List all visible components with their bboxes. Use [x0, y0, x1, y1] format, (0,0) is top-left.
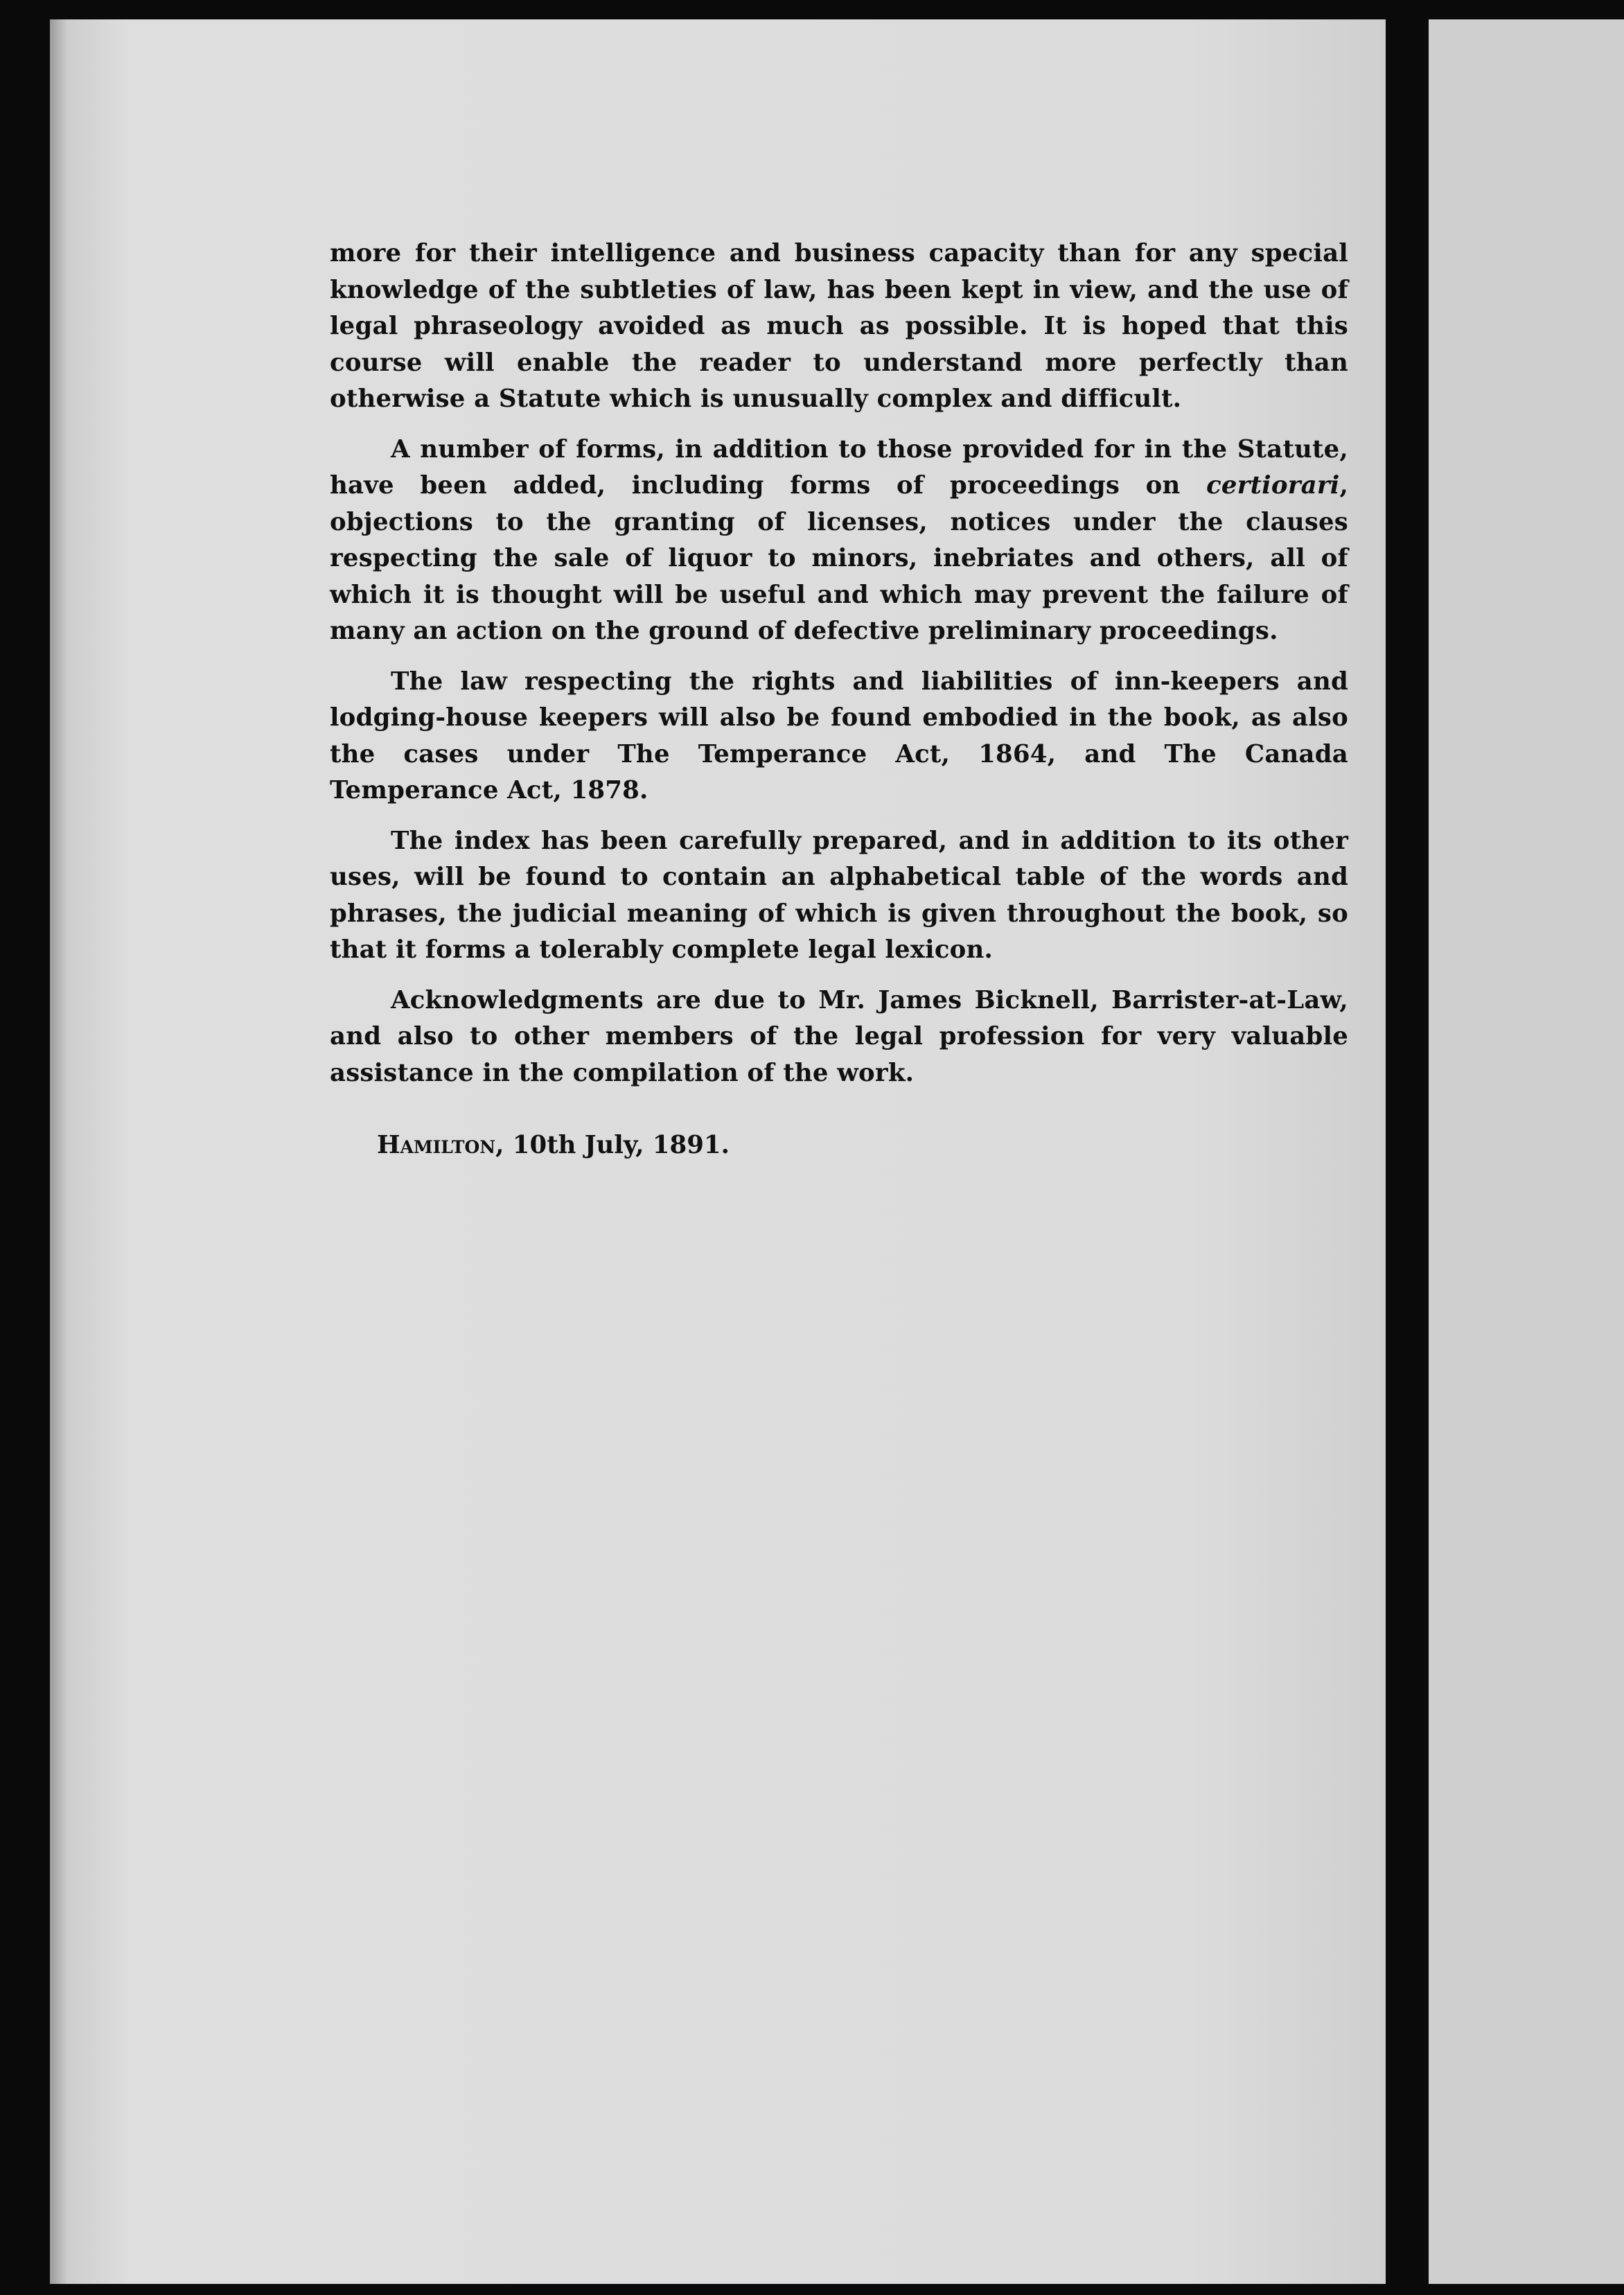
page-edge-shadow: [50, 19, 68, 2284]
paragraph-3: The law respecting the rights and liabilities of inn-keepers and lodging-house keepers will also be found embodied in the book, as also the cases under The Temperance Act, 1864, and The Canada Temperance Act, 1878.: [330, 667, 1348, 804]
paragraph-4: The index has been carefully prepared, and in addition to its other uses, will be found to contain an alphabetical table of the words and phrases, the judicial meaning of which is given throughout the book, so that it forms a tolerably complete legal lexicon.: [330, 826, 1348, 964]
facing-page-edge: [1429, 19, 1624, 2284]
signoff: [377, 1131, 730, 1159]
paragraph-5: Acknowledgments are due to Mr. James Bicknell, Barrister-at-Law, and also to other members of the legal profession for very valuable assistance in the compilation of the work.: [330, 985, 1348, 1087]
signoff-date: , 10th July, 1891.: [495, 1131, 730, 1159]
preface-body: [330, 236, 1348, 1105]
paragraph-2: [330, 432, 1348, 650]
paragraph-2-before: A number of forms, in addition to those provided for in the Statute, have been added, including forms of proceedings on: [330, 434, 1348, 500]
paragraph-2-after: , objections to the granting of licenses, notices under the clauses respecting the sale of liquor to minors, inebriates and others, all of which it is thought will be useful and which may prevent the failure of many an action on the ground of defective preliminary proceedings.: [330, 471, 1348, 645]
paragraph-1: more for their intelligence and business capacity than for any special knowledge of the subtleties of law, has been kept in view, and the use of legal phraseology avoided as much as possible. It is hoped that this course will enable the reader to understand more perfectly than otherwise a Statute which is unusually complex and difficult.: [330, 239, 1348, 413]
signoff-place: Hamilton: [377, 1131, 496, 1159]
paragraph-2-italic: certiorari: [1206, 471, 1340, 500]
